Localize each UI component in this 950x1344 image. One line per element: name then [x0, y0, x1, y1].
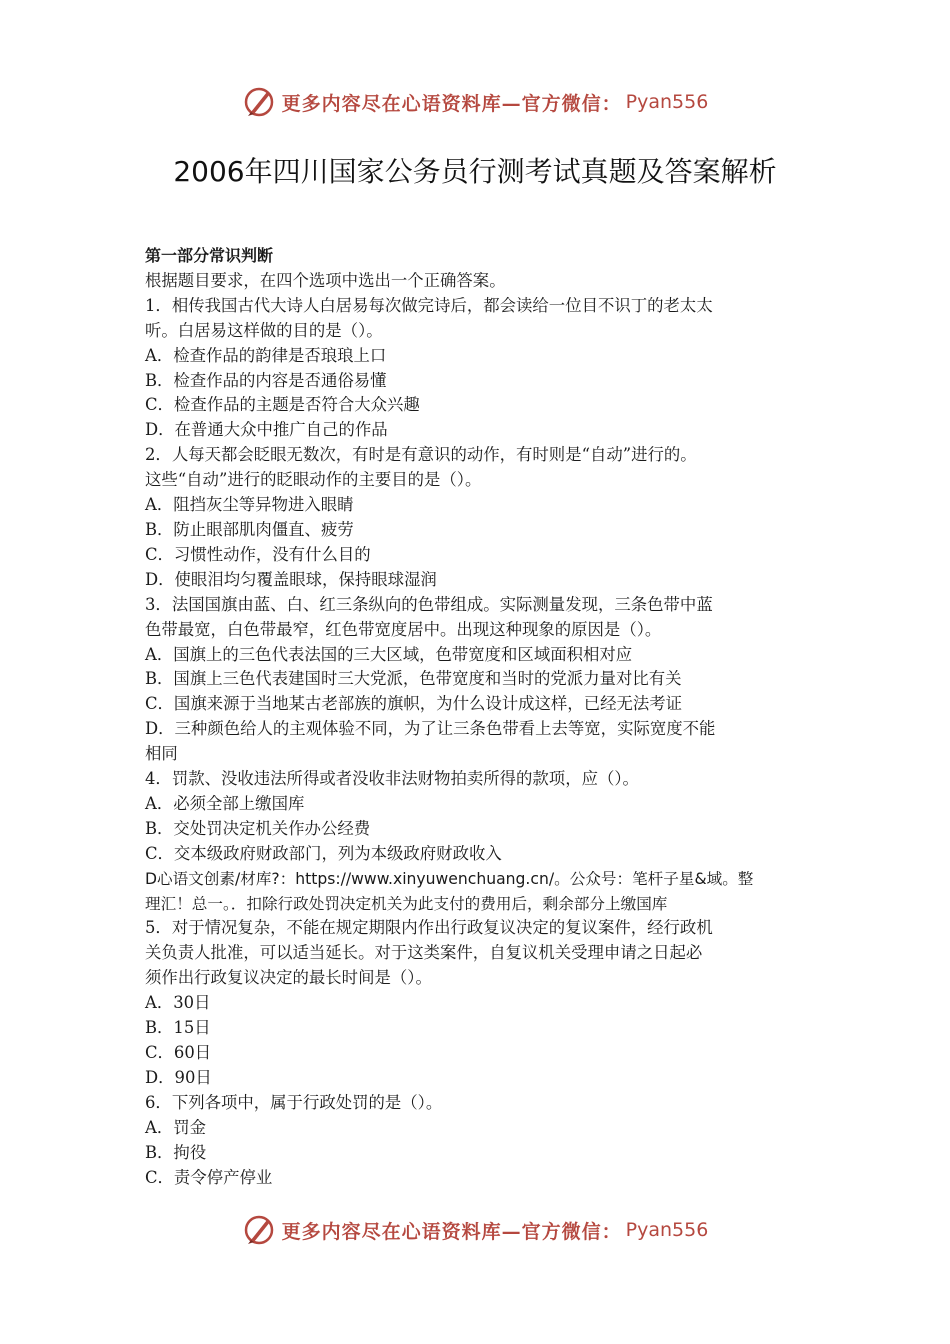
text-line: A．30日 [145, 993, 211, 1013]
banner-wechat-id: Pyan556 [625, 1219, 709, 1241]
text-line: A．必须全部上缴国库 [145, 793, 305, 813]
text-line: 理汇！总一。．扣除行政处罚决定机关为此支付的费用后，剩余部分上缴国库 [145, 894, 668, 913]
text-line: B．检查作品的内容是否通俗易懂 [145, 370, 387, 390]
text-line: D．90日 [145, 1067, 212, 1087]
banner-wechat-id: Pyan556 [625, 91, 709, 113]
text-line: 1．相传我国古代大诗人白居易每次做完诗后，都会读给一位目不识丁的老太太 [145, 295, 713, 315]
text-line: 3．法国国旗由蓝、白、红三条纵向的色带组成。实际测量发现，三条色带中蓝 [145, 594, 713, 614]
text-line: C．国旗来源于当地某古老部族的旗帜，为什么设计成这样，已经无法考证 [145, 694, 683, 714]
text-line: D．三种颜色给人的主观体验不同，为了让三条色带看上去等宽，实际宽度不能 [145, 719, 716, 739]
text-line: A．检查作品的韵律是否琅琅上口 [145, 345, 387, 365]
section-heading: 第一部分常识判断 [145, 246, 274, 265]
text-line: C．交本级政府财政部门，列为本级政府财政收入 [145, 843, 502, 863]
banner-text: 更多内容尽在心语资料库—官方微信： [281, 92, 622, 115]
text-line: C．60日 [145, 1043, 212, 1062]
text-line: D．使眼泪均匀覆盖眼球，保持眼球湿润 [145, 569, 437, 589]
text-line: 2．人每天都会眨眼无数次，有时是有意识的动作，有时则是“自动”进行的。 [145, 445, 697, 465]
text-line: 听。白居易这样做的目的是（）。 [145, 320, 383, 340]
document-body [145, 244, 815, 1190]
text-line: 5．对于情况复杂，不能在规定期限内作出行政复议决定的复议案件，经行政机 [145, 918, 713, 938]
text-line: 这些“自动”进行的眨眼动作的主要目的是（）。 [145, 470, 482, 490]
text-line: 4．罚款、没收违法所得或者没收非法财物拍卖所得的款项，应（）。 [145, 769, 639, 789]
text-line: 相同 [145, 744, 178, 764]
text-line: B．防止眼部肌肉僵直、疲劳 [145, 519, 354, 539]
text-line: 根据题目要求，在四个选项中选出一个正确答案。 [145, 270, 506, 290]
text-line: B．交处罚决定机关作办公经费 [145, 818, 371, 838]
text-line: 6．下列各项中，属于行政处罚的是（）。 [145, 1092, 443, 1112]
text-line: A．罚金 [145, 1117, 207, 1137]
text-line: D心语文创素/材库?：https://www.xinyuwenchuang.cn/。公众号：笔杆子星&域。整 [145, 869, 754, 888]
text-line: B．国旗上三色代表建国时三大党派，色带宽度和当时的党派力量对比有关 [145, 669, 682, 689]
header-banner [0, 84, 950, 120]
text-line: 关负责人批准，可以适当延长。对于这类案件，自复议机关受理申请之日起必 [145, 943, 703, 963]
banner-text: 更多内容尽在心语资料库—官方微信： [281, 1220, 622, 1243]
text-line: B．15日 [145, 1018, 211, 1038]
pen-logo-icon [242, 85, 276, 119]
text-line: 色带最宽，白色带最窄，红色带宽度居中。出现这种现象的原因是（）。 [145, 619, 662, 639]
pen-logo-icon [242, 1213, 276, 1247]
text-line: A．阻挡灰尘等异物进入眼睛 [145, 495, 354, 515]
document-title: 2006年四川国家公务员行测考试真题及答案解析 [173, 155, 777, 188]
text-line: C．习惯性动作，没有什么目的 [145, 544, 371, 564]
footer-banner [0, 1212, 950, 1248]
text-line: A．国旗上的三色代表法国的三大区域，色带宽度和区域面积相对应 [145, 644, 633, 664]
text-line: D．在普通大众中推广自己的作品 [145, 420, 388, 440]
text-line: B．拘役 [145, 1142, 207, 1162]
text-line: 须作出行政复议决定的最长时间是（）。 [145, 968, 432, 988]
text-line: C．检查作品的主题是否符合大众兴趣 [145, 395, 420, 415]
text-line: C．责令停产停业 [145, 1167, 273, 1187]
